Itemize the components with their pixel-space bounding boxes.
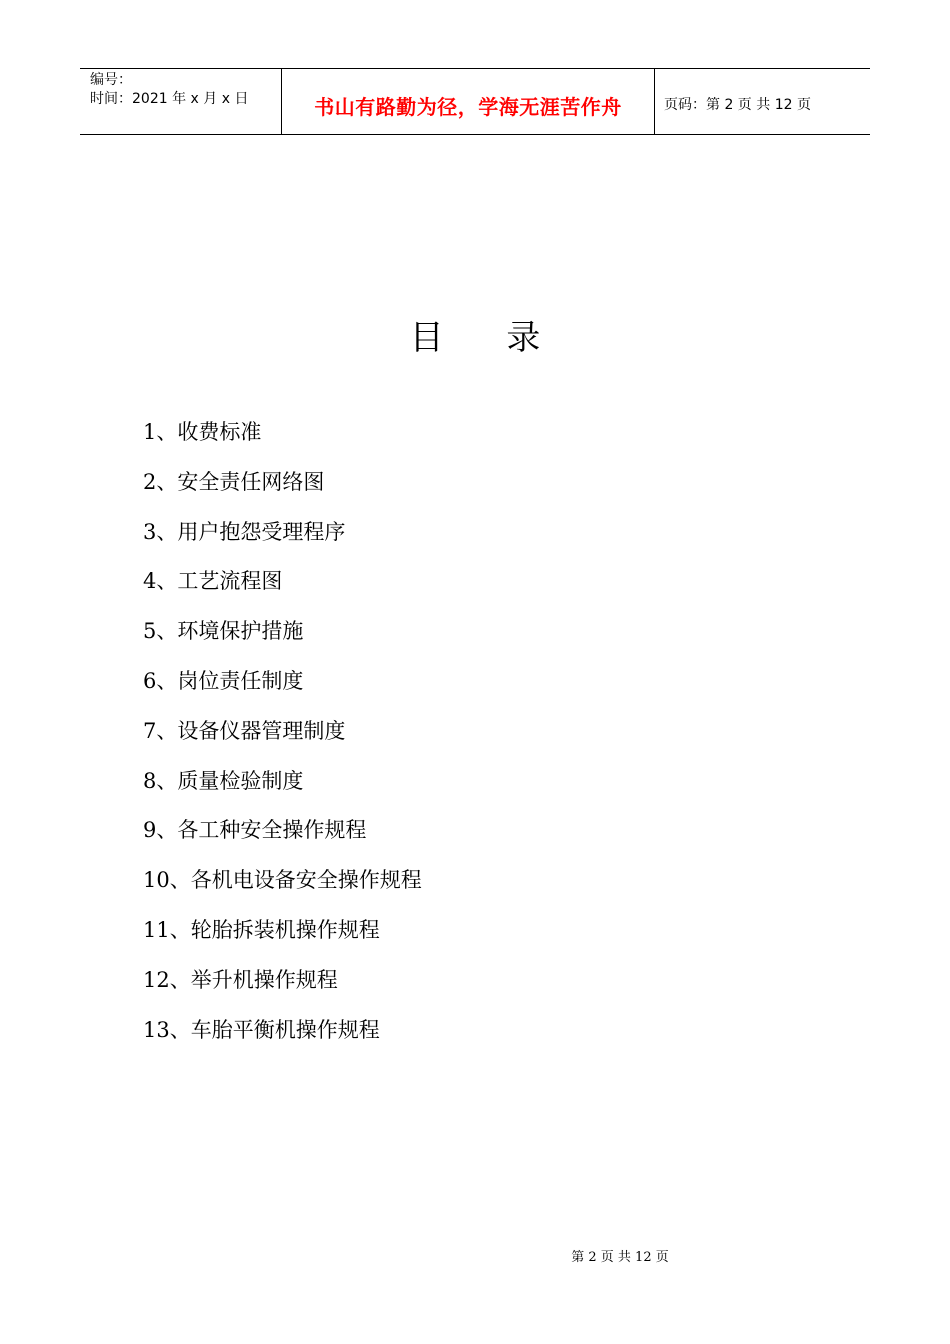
time-label: 时间：2021 年 x 月 x 日: [90, 91, 249, 107]
toc-item: 2、安全责任网络图: [143, 469, 325, 494]
toc-item: 8、质量检验制度: [143, 768, 304, 793]
page-header: [80, 68, 870, 135]
toc-item: 3、用户抱怨受理程序: [143, 519, 346, 544]
header-page-info: 页码：第 2 页 共 12 页: [664, 97, 811, 113]
number-label: 编号：: [90, 72, 132, 88]
toc-item: 1、收费标准: [143, 420, 262, 444]
toc-item: 13、车胎平衡机操作规程: [143, 1017, 380, 1042]
toc-item: 12、举升机操作规程: [143, 967, 338, 992]
table-of-contents: [143, 418, 422, 1065]
page-footer: 第 2 页 共 12 页: [571, 1250, 669, 1265]
toc-item: 6、岗位责任制度: [143, 668, 304, 693]
toc-item: 7、设备仪器管理制度: [143, 718, 346, 743]
header-motto: 书山有路勤为径，学海无涯苦作舟: [282, 69, 655, 134]
toc-item: 9、各工种安全操作规程: [143, 818, 367, 843]
toc-item: 4、工艺流程图: [143, 569, 283, 594]
header-meta-cell: [80, 69, 282, 134]
toc-item: 10、各机电设备安全操作规程: [143, 868, 422, 893]
page-title: 目 录: [409, 318, 567, 358]
toc-item: 5、环境保护措施: [143, 619, 304, 644]
toc-item: 11、轮胎拆装机操作规程: [143, 917, 380, 942]
